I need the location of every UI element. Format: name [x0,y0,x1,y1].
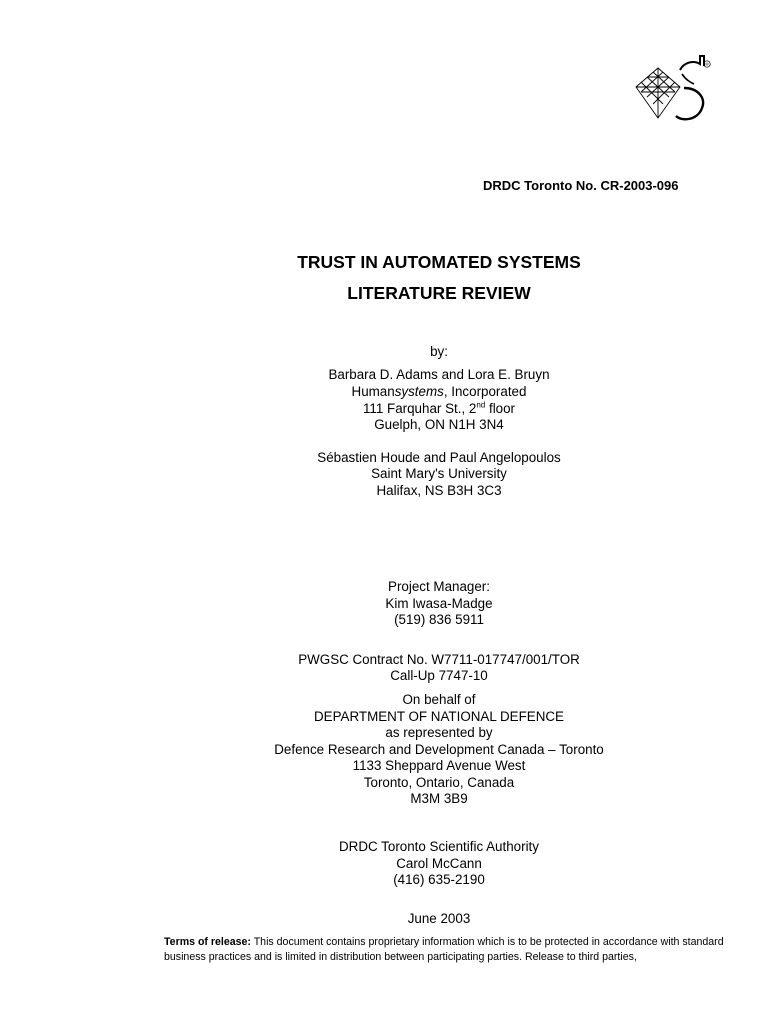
behalf-line-3: as represented by [385,725,493,740]
street-suffix: floor [485,401,516,416]
author-street-1 [0,401,770,418]
author-names-1: Barbara D. Adams and Lora E. Bruyn [328,367,550,382]
behalf-line-7: M3M 3B9 [410,791,468,806]
author-org-2: Saint Mary's University [371,466,507,481]
street-sup: nd [476,400,486,410]
title-line-2: LITERATURE REVIEW [347,283,531,303]
project-manager-name: Kim Iwasa-Madge [385,596,493,611]
terms-of-release [164,935,764,964]
street-prefix: 111 Farquhar St., 2 [362,401,477,416]
date: June 2003 [407,911,471,926]
behalf-line-1: On behalf of [402,692,476,707]
behalf-line-5: 1133 Sheppard Avenue West [352,758,526,773]
behalf-line-2: DEPARTMENT OF NATIONAL DEFENCE [314,709,564,724]
author-city-2: Halifax, NS B3H 3C3 [376,483,502,498]
registered-mark: ® [705,61,709,67]
drdc-logo-icon [626,52,712,131]
authority-name: Carol McCann [396,856,482,871]
contract-number: PWGSC Contract No. W7711-017747/001/TOR [298,652,580,667]
project-manager-phone: (519) 836 5911 [394,612,484,627]
behalf-line-6: Toronto, Ontario, Canada [363,775,515,790]
authority-phone: (416) 635-2190 [393,872,485,887]
author-org-1 [0,384,770,401]
call-up: Call-Up 7747-10 [390,668,488,683]
by-label: by: [430,344,448,359]
title-line-1: TRUST IN AUTOMATED SYSTEMS [297,252,581,272]
author-names-2: Sébastien Houde and Paul Angelopoulos [317,450,561,465]
terms-label: Terms of release: [164,936,251,948]
org-italic: systems [394,384,444,399]
behalf-line-4: Defence Research and Development Canada – Toronto [274,742,604,757]
terms-text: This document contains proprietary information which is to be protected in accordance with standard business practices and is limited in distribution between participating parties. Release to third parties, [164,936,724,963]
report-number: DRDC Toronto No. CR-2003-096 [483,178,679,193]
authority-label: DRDC Toronto Scientific Authority [339,839,539,854]
org-prefix: Human [351,384,395,399]
org-suffix: , Incorporated [443,384,527,399]
author-city-1: Guelph, ON N1H 3N4 [374,417,504,432]
project-manager-label: Project Manager: [388,579,490,594]
